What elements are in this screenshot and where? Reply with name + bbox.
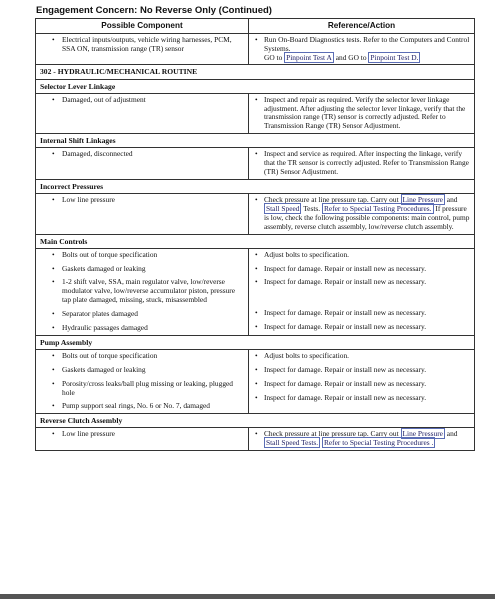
action-item: • Inspect and repair as required. Verify the selector lever linkage adjustment. After adjusting the selector lever linkage, verify that the transmission range (TR) sensor is correctly adjusted. Refer to Transmission Range (TR) Sensor Adjustment. — [253, 96, 470, 132]
section-header-row — [36, 234, 475, 248]
stall-speed-tests-link[interactable]: Stall Speed Tests. — [266, 438, 319, 448]
section-selector-lever-linkage: Selector Lever Linkage — [36, 79, 475, 93]
table-row — [36, 93, 475, 134]
section-internal-shift-linkages: Internal Shift Linkages — [36, 134, 475, 148]
action-item: • Inspect for damage. Repair or install new as necessary. — [253, 278, 470, 287]
action-item: • Adjust bolts to specification. — [253, 352, 470, 361]
component-item: • Electrical inputs/outputs, vehicle wiring harnesses, PCM, SSA ON, transmission range (TR) sensor — [40, 36, 244, 54]
action-item: • Inspect for damage. Repair or install new as necessary. — [253, 265, 470, 274]
component-item: • Hydraulic passages damaged — [40, 324, 244, 333]
line-pressure-link[interactable]: Line Pressure — [402, 429, 443, 439]
action-item: • Inspect for damage. Repair or install new as necessary. — [253, 380, 470, 389]
action-item: • Inspect for damage. Repair or install new as necessary. — [253, 366, 470, 375]
component-item: • Porosity/cross leaks/ball plug missing or leaking, plugged hole — [40, 380, 244, 398]
component-item: • Pump support seal rings, No. 6 or No. 7, damaged — [40, 402, 244, 411]
section-main-controls: Main Controls — [36, 234, 475, 248]
action-item: • Run On-Board Diagnostics tests. Refer to the Computers and Control Systems. GO to Pinpoint Test A and GO to Pinpoint Test D. — [253, 36, 470, 63]
section-header-row — [36, 414, 475, 428]
section-pump-assembly: Pump Assembly — [36, 335, 475, 349]
stall-speed-link[interactable]: Stall Speed — [266, 203, 300, 213]
section-header-row — [36, 179, 475, 193]
table-row — [36, 33, 475, 65]
action-item: • Check pressure at line pressure tap. Carry out Line Pressure and Stall Speed Tests. Refer to Special Testing Procedures . — [253, 430, 470, 448]
table-row — [36, 248, 475, 335]
action-item: • Adjust bolts to specification. — [253, 251, 470, 260]
header-row — [36, 19, 475, 34]
component-item: • Low line pressure — [40, 196, 244, 205]
component-item: • 1-2 shift valve, SSA, main regulator valve, low/reverse modulator valve, low/reverse accumulator piston, pressure tap plate damaged, missing, stuck, misassembled — [40, 278, 244, 305]
section-header-row — [36, 79, 475, 93]
action-item: • Inspect for damage. Repair or install new as necessary. — [253, 309, 470, 318]
diagnostic-table — [35, 18, 475, 451]
special-testing-procedures-link[interactable]: Refer to Special Testing Procedures . — [323, 438, 434, 448]
component-item: • Bolts out of torque specification — [40, 251, 244, 260]
special-testing-procedures-link[interactable]: Refer to Special Testing Procedures. — [323, 203, 432, 213]
action-item: • Inspect for damage. Repair or install new as necessary. — [253, 394, 470, 403]
table-row — [36, 428, 475, 451]
component-item: • Gaskets damaged or leaking — [40, 265, 244, 274]
page-title: Engagement Concern: No Reverse Only (Continued) — [36, 5, 272, 16]
component-item: • Low line pressure — [40, 430, 244, 439]
action-item: • Check pressure at line pressure tap. Carry out Line Pressure and Stall Speed Tests. Refer to Special Testing Procedures. If pressure is low, check the following possible components: main control, pump assembly, reverse clutch assembly, low/reverse clutch assembly. — [253, 196, 470, 232]
component-item: • Separator plates damaged — [40, 310, 244, 319]
component-item: • Damaged, out of adjustment — [40, 96, 244, 105]
action-item: • Inspect and service as required. After inspecting the linkage, verify that the TR sensor is correctly adjusted. Refer to Transmission Range (TR) Sensor Adjustment. — [253, 150, 470, 177]
table-row — [36, 349, 475, 413]
section-header-row — [36, 134, 475, 148]
section-hydraulic-routine: 302 - HYDRAULIC/MECHANICAL ROUTINE — [36, 65, 475, 79]
bottom-bar — [0, 594, 495, 599]
line-pressure-link[interactable]: Line Pressure — [402, 195, 443, 205]
pinpoint-test-d-link[interactable]: Pinpoint Test D. — [370, 52, 419, 62]
section-header-row — [36, 335, 475, 349]
header-possible-component: Possible Component — [36, 19, 249, 34]
component-item: • Bolts out of torque specification — [40, 352, 244, 361]
table-row — [36, 194, 475, 235]
component-item: • Gaskets damaged or leaking — [40, 366, 244, 375]
table-row — [36, 148, 475, 180]
action-item: • Inspect for damage. Repair or install new as necessary. — [253, 323, 470, 332]
component-item: • Damaged, disconnected — [40, 150, 244, 159]
section-incorrect-pressures: Incorrect Pressures — [36, 179, 475, 193]
header-reference-action: Reference/Action — [249, 19, 475, 34]
pinpoint-test-a-link[interactable]: Pinpoint Test A — [286, 52, 332, 62]
section-header-row — [36, 65, 475, 79]
section-reverse-clutch-assembly: Reverse Clutch Assembly — [36, 414, 475, 428]
